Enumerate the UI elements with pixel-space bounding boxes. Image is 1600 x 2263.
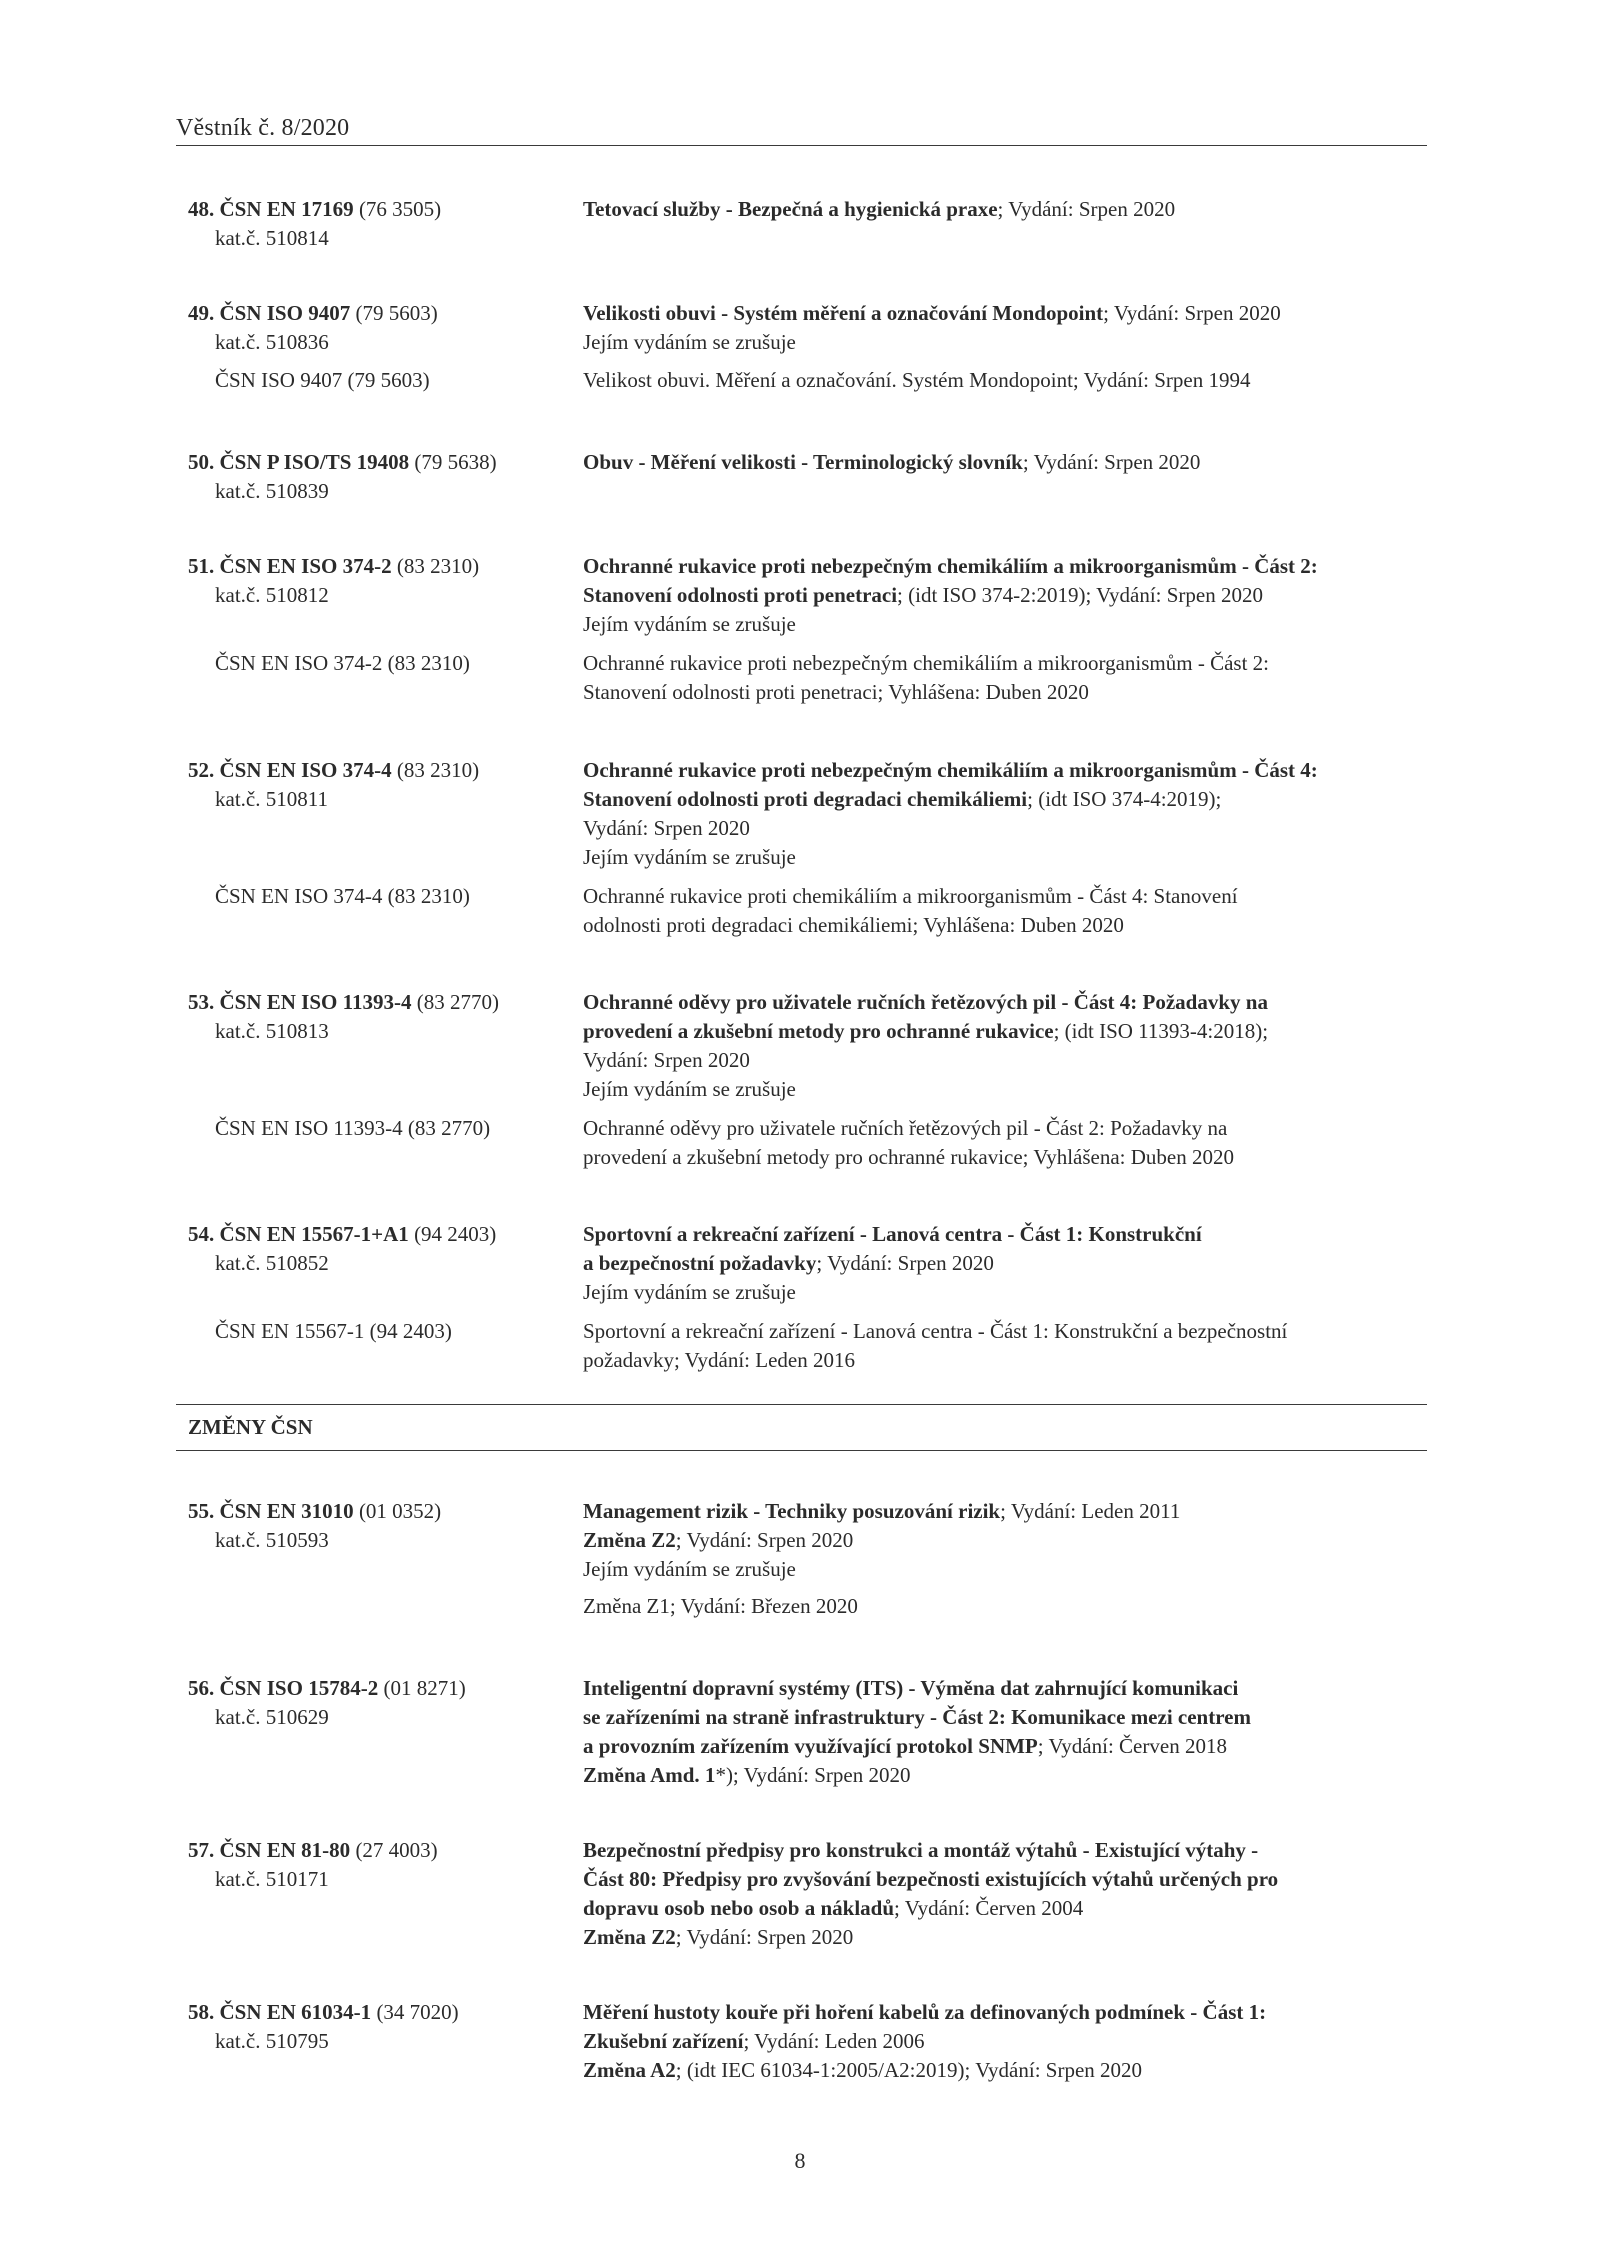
classification: (79 5638)	[409, 450, 497, 474]
standard-title-line: Ochranné rukavice proti nebezpečným chemikáliím a mikroorganismům - Část 4:	[583, 758, 1318, 782]
entry-number: 48.	[188, 197, 215, 221]
superseded-line: Stanovení odolnosti proti penetraci; Vyhlášena: Duben 2020	[583, 680, 1089, 704]
edition: ; Vydání: Srpen 2020	[816, 1251, 994, 1275]
entry-description	[583, 552, 1423, 639]
superseded-line: Ochranné rukavice proti chemikáliím a mikroorganismům - Část 4: Stanovení	[583, 884, 1238, 908]
entry-ref	[188, 1674, 568, 1732]
edition: ; Vydání: Leden 2006	[743, 2029, 925, 2053]
edition: ; Vydání: Srpen 2020	[997, 197, 1176, 221]
standard-code: ČSN ISO 9407	[219, 301, 351, 325]
classification: (01 8271)	[378, 1676, 466, 1700]
entry-ref	[188, 1220, 568, 1278]
classification: (94 2403)	[408, 1222, 497, 1246]
superseded-text	[583, 1317, 1423, 1375]
entry-number: 49.	[188, 301, 215, 325]
entry-ref	[188, 299, 568, 357]
catalog-number: kat.č. 510171	[215, 1867, 329, 1891]
change-label: Změna Z2	[583, 1528, 676, 1552]
change-label: Změna Z2	[583, 1925, 676, 1949]
entry-number: 52.	[188, 758, 215, 782]
classification: (34 7020)	[371, 2000, 459, 2024]
cancels-note: Jejím vydáním se zrušuje	[583, 612, 796, 636]
section-header-bar	[176, 1404, 1427, 1451]
entry-ref	[188, 1998, 568, 2056]
catalog-number: kat.č. 510814	[215, 226, 329, 250]
change-edition: ; Vydání: Srpen 2020	[675, 1925, 854, 1949]
entry-number: 54.	[188, 1222, 215, 1246]
superseded-line: provedení a zkušební metody pro ochranné rukavice; Vyhlášena: Duben 2020	[583, 1145, 1234, 1169]
catalog-number: kat.č. 510839	[215, 479, 329, 503]
entry-ref	[188, 1836, 568, 1894]
catalog-number: kat.č. 510593	[215, 1528, 329, 1552]
standard-title-line: Inteligentní dopravní systémy (ITS) - Výměna dat zahrnující komunikaci	[583, 1676, 1239, 1700]
standard-title-line: Sportovní a rekreační zařízení - Lanová centra - Část 1: Konstrukční	[583, 1222, 1202, 1246]
standard-title-line: se zařízeními na straně infrastruktury - Část 2: Komunikace mezi centrem	[583, 1705, 1251, 1729]
cancels-note: Jejím vydáním se zrušuje	[583, 1280, 796, 1304]
entry-ref	[188, 552, 568, 610]
standard-code: ČSN EN ISO 374-2	[219, 554, 392, 578]
catalog-number: kat.č. 510811	[215, 787, 328, 811]
superseded-line: požadavky; Vydání: Leden 2016	[583, 1348, 855, 1372]
cancels-note: Jejím vydáním se zrušuje	[583, 330, 796, 354]
entry-description	[583, 1497, 1423, 1621]
change-label: Změna Amd. 1	[583, 1763, 716, 1787]
superseded-line: odolnosti proti degradaci chemikáliemi; Vyhlášena: Duben 2020	[583, 913, 1124, 937]
change-edition: ; (idt IEC 61034-1:2005/A2:2019); Vydání: Srpen 2020	[675, 2058, 1143, 2082]
edition: ; (idt ISO 374-2:2019); Vydání: Srpen 2020	[897, 583, 1263, 607]
superseded-code: ČSN EN 15567-1 (94 2403)	[215, 1319, 452, 1343]
superseded-text	[583, 1114, 1423, 1172]
change-edition: ; Vydání: Srpen 2020	[675, 1528, 854, 1552]
edition-line: Vydání: Srpen 2020	[583, 816, 750, 840]
catalog-number: kat.č. 510836	[215, 330, 329, 354]
edition: ; (idt ISO 374-4:2019);	[1027, 787, 1222, 811]
superseded-line: Ochranné rukavice proti nebezpečným chemikáliím a mikroorganismům - Část 2:	[583, 651, 1269, 675]
classification: (83 2310)	[391, 554, 480, 578]
entry-description	[583, 299, 1423, 357]
classification: (83 2310)	[391, 758, 480, 782]
edition-line: Vydání: Srpen 2020	[583, 1048, 750, 1072]
entry-description	[583, 195, 1423, 224]
standard-code: ČSN EN 81-80	[219, 1838, 351, 1862]
entry-description	[583, 1998, 1423, 2085]
entry-ref	[188, 756, 568, 814]
entry-description	[583, 756, 1423, 872]
superseded-line: Ochranné oděvy pro uživatele ručních řetězových pil - Část 2: Požadavky na	[583, 1116, 1228, 1140]
superseded-line: Sportovní a rekreační zařízení - Lanová centra - Část 1: Konstrukční a bezpečnostní	[583, 1319, 1288, 1343]
entry-number: 56.	[188, 1676, 215, 1700]
header-rule	[176, 145, 1427, 146]
standard-title-line: dopravu osob nebo osob a nákladů	[583, 1896, 895, 1920]
entry-description	[583, 448, 1423, 477]
cancels-note: Jejím vydáním se zrušuje	[583, 845, 796, 869]
superseded-text	[583, 882, 1423, 940]
change-label: Změna A2	[583, 2058, 676, 2082]
entry-ref	[188, 988, 568, 1046]
standard-title-line: Ochranné oděvy pro uživatele ručních řetězových pil - Část 4: Požadavky na	[583, 990, 1268, 1014]
standard-code: ČSN EN ISO 374-4	[219, 758, 392, 782]
catalog-number: kat.č. 510813	[215, 1019, 329, 1043]
entry-number: 57.	[188, 1838, 215, 1862]
page-header-title: Věstník č. 8/2020	[176, 115, 350, 141]
entry-description	[583, 1220, 1423, 1307]
standard-code: ČSN EN 31010	[219, 1499, 354, 1523]
standard-code: ČSN EN ISO 11393-4	[219, 990, 412, 1014]
superseded-text: Změna Z1; Vydání: Březen 2020	[583, 1594, 858, 1618]
standard-title: Management rizik - Techniky posuzování rizik	[583, 1499, 1001, 1523]
entry-ref	[188, 1497, 568, 1555]
cancels-note: Jejím vydáním se zrušuje	[583, 1077, 796, 1101]
change-edition: *); Vydání: Srpen 2020	[715, 1763, 911, 1787]
superseded-text	[583, 649, 1423, 707]
standard-title-line: Stanovení odolnosti proti degradaci chemikáliemi	[583, 787, 1028, 811]
section-title: ZMĚNY ČSN	[188, 1415, 313, 1439]
entry-number: 55.	[188, 1499, 215, 1523]
standard-title-line: provedení a zkušební metody pro ochranné rukavice	[583, 1019, 1054, 1043]
standard-title-line: Měření hustoty kouře při hoření kabelů za definovaných podmínek - Část 1:	[583, 2000, 1267, 2024]
edition: ; Vydání: Srpen 2020	[1103, 301, 1281, 325]
standard-title-line: Část 80: Předpisy pro zvyšování bezpečnosti existujících výtahů určených pro	[583, 1867, 1279, 1891]
edition: ; Vydání: Červen 2004	[894, 1896, 1084, 1920]
cancels-note: Jejím vydáním se zrušuje	[583, 1557, 796, 1581]
entry-ref	[188, 448, 568, 506]
page-number: 8	[794, 2148, 806, 2173]
entry-number: 51.	[188, 554, 215, 578]
catalog-number: kat.č. 510812	[215, 583, 329, 607]
classification: (76 3505)	[353, 197, 442, 221]
standard-title: Velikosti obuvi - Systém měření a označování Mondopoint	[583, 301, 1104, 325]
entry-number: 53.	[188, 990, 215, 1014]
entry-number: 50.	[188, 450, 215, 474]
standard-title-line: Zkušební zařízení	[583, 2029, 744, 2053]
standard-code: ČSN P ISO/TS 19408	[219, 450, 410, 474]
standard-code: ČSN EN 15567-1+A1	[219, 1222, 409, 1246]
standard-title-line: Ochranné rukavice proti nebezpečným chemikáliím a mikroorganismům - Část 2:	[583, 554, 1318, 578]
standard-title-line: a provozním zařízením využívající protokol SNMP	[583, 1734, 1038, 1758]
catalog-number: kat.č. 510852	[215, 1251, 329, 1275]
classification: (27 4003)	[350, 1838, 438, 1862]
entry-description	[583, 1836, 1423, 1952]
standard-title-line: a bezpečnostní požadavky	[583, 1251, 817, 1275]
standard-title: Obuv - Měření velikosti - Terminologický slovník	[583, 450, 1023, 474]
superseded-code: ČSN EN ISO 374-2 (83 2310)	[215, 651, 470, 675]
standard-title-line: Stanovení odolnosti proti penetraci	[583, 583, 898, 607]
standard-title-line: Bezpečnostní předpisy pro konstrukci a montáž výtahů - Existující výtahy -	[583, 1838, 1259, 1862]
entry-number: 58.	[188, 2000, 215, 2024]
edition: ; Vydání: Leden 2011	[1000, 1499, 1181, 1523]
edition: ; (idt ISO 11393-4:2018);	[1053, 1019, 1269, 1043]
edition: ; Vydání: Srpen 2020	[1022, 450, 1201, 474]
entry-description	[583, 988, 1423, 1104]
catalog-number: kat.č. 510629	[215, 1705, 329, 1729]
standard-code: ČSN EN 17169	[219, 197, 354, 221]
entry-description	[583, 1674, 1423, 1790]
superseded-text: Velikost obuvi. Měření a označování. Systém Mondopoint; Vydání: Srpen 1994	[583, 368, 1251, 392]
edition: ; Vydání: Červen 2018	[1037, 1734, 1227, 1758]
entry-ref	[188, 195, 568, 253]
standard-code: ČSN EN 61034-1	[219, 2000, 372, 2024]
superseded-code: ČSN EN ISO 11393-4 (83 2770)	[215, 1116, 491, 1140]
classification: (83 2770)	[411, 990, 499, 1014]
catalog-number: kat.č. 510795	[215, 2029, 329, 2053]
standard-title: Tetovací služby - Bezpečná a hygienická praxe	[583, 197, 998, 221]
classification: (01 0352)	[353, 1499, 442, 1523]
standard-code: ČSN ISO 15784-2	[219, 1676, 379, 1700]
classification: (79 5603)	[350, 301, 438, 325]
superseded-code: ČSN EN ISO 374-4 (83 2310)	[215, 884, 470, 908]
superseded-code: ČSN ISO 9407 (79 5603)	[215, 368, 430, 392]
